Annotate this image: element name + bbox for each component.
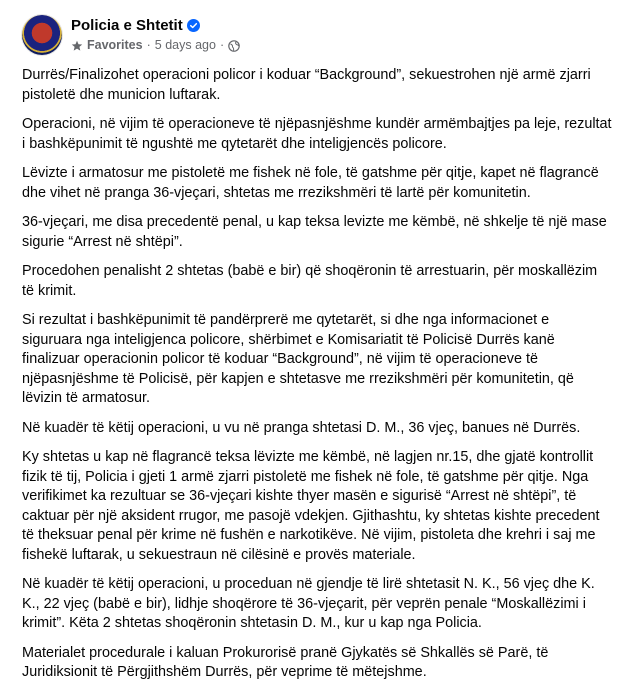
post-paragraph: Ky shtetas u kap në flagrancë teksa lëvizte me këmbë, në lagjen nr.15, dhe gjatë kontrollit fizik të tij, Policia i gjeti 1 armë zjarri pistoletë me fishek në fole, të gatshme për qitje. Nga verifikimet ka rezultuar se 36-vjeçari kishte thyer masën e sigurisë “Arrest në shtëpi”, të caktuar për një aksident rrugor, me pasojë vdekjen. Gjithashtu, ky shtetas kishte precedent të theksuar penal për krime në fushën e narkotikëve. Në vijim, pistoleta dhe krehri i saj me fishekë luftarak, u sekuestraun në cilësinë e provës materiale. xyxy=(22,449,600,563)
post-paragraph: Si rezultat i bashkëpunimit të pandërprerë me qytetarët, si dhe nga informacionet e siguruara nga inteligjenca policore, shërbimet e Komisariatit të Policisë Durrës kanë finalizuar operacionin policor të koduar “Background”, në vijim të operacioneve të njëpasnjëshme të Policisë, për kapjen e shtetasve me rrezikshmëri për komunitetin, që lëvizin të armatosur. xyxy=(22,312,574,406)
page-name-link[interactable]: Policia e Shtetit xyxy=(71,17,183,34)
post-paragraph: Durrës/Finalizohet operacioni policor i koduar “Background”, sekuestrohen një armë zjarri pistoletë dhe municion luftarak. xyxy=(22,67,591,103)
post-paragraph: Procedohen penalisht 2 shtetas (babë e bir) që shoqëronin të arrestuarin, për moskallëzim të krimit. xyxy=(22,263,598,299)
post-header xyxy=(22,12,240,58)
verified-badge-icon xyxy=(187,19,200,32)
post-paragraph: Materialet procedurale i kaluan Prokurorisë pranë Gjykatës së Shkallës së Parë, të Juridiksionit të Përgjithshëm Durrës, për veprime të mëtejshme. xyxy=(22,644,549,680)
post-meta xyxy=(71,16,240,54)
star-icon xyxy=(71,40,83,52)
page-avatar[interactable] xyxy=(22,15,62,55)
separator-dot: · xyxy=(146,38,151,52)
post-paragraph: 36-vjeçari, me disa precedentë penal, u kap teksa levizte me këmbë, në shkelje të një mase sigurie “Arrest në shtëpi”. xyxy=(22,214,607,250)
globe-icon[interactable] xyxy=(228,40,240,52)
post-paragraph: Lëvizte i armatosur me pistoletë me fishek në fole, të gatshme për qitje, kapet në flagrancë dhe vihet në pranga 36-vjeçari, shtetas me rrezikshmëri të lartë për komunitetin. xyxy=(22,165,599,201)
post-body xyxy=(22,66,612,693)
post-paragraph: Operacioni, në vijim të operacioneve të njëpasnjëshme kundër armëmbajtjes pa leje, rezultat i bashkëpunimit të ngushtë me qytetarët dhe inteligjencës policore. xyxy=(22,116,612,152)
post-paragraph: Në kuadër të këtij operacioni, u vu në pranga shtetasi D. M., 36 vjeç, banues në Durrës. xyxy=(22,419,581,436)
audience-favorites-label[interactable]: Favorites xyxy=(87,38,143,52)
name-row xyxy=(71,16,240,35)
post-paragraph: Në kuadër të këtij operacioni, u proceduan në gjendje të lirë shtetasit N. K., 56 vjeç dhe K. K., 22 vjeç (babë e bir), lidhje shoqërore të 36-vjeçarit, për veprën penale “Moskallëzimi i krimit”. Këta 2 shtetas shoqëronin shtetasin D. M., kur u kap nga Policia. xyxy=(22,576,595,631)
post-subline xyxy=(71,37,240,54)
separator-dot: · xyxy=(219,38,225,52)
post-timestamp-link[interactable]: 5 days ago xyxy=(154,38,216,52)
